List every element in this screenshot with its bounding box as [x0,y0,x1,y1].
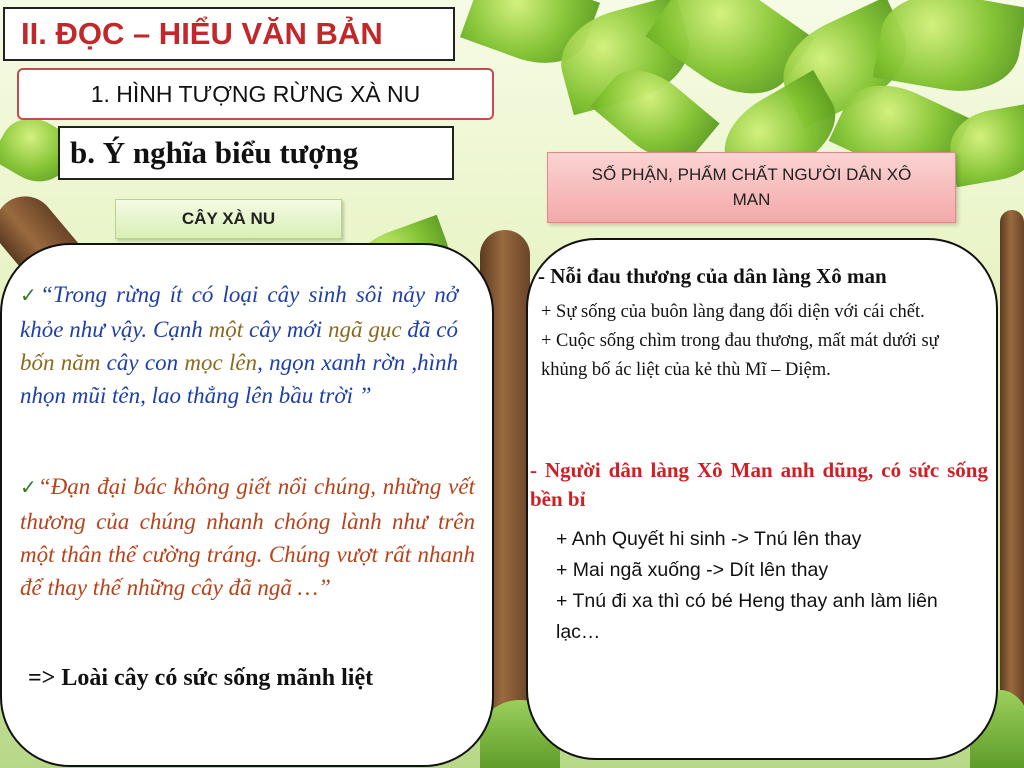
list-item: + Mai ngã xuống -> Dít lên thay [556,559,829,581]
section-title [3,7,455,61]
subheading-text: b. Ý nghĩa biểu tượng [70,135,359,170]
section-title-text: II. ĐỌC – HIỂU VĂN BẢN [21,16,383,51]
right-points-1 [541,298,981,385]
quote-1 [20,278,458,412]
left-topic-label: CÂY XÀ NU [181,209,276,228]
list-item: + Cuộc sống chìm trong đau thương, mất mát dưới sự khủng bố ác liệt của kẻ thù Mĩ – Diệm. [541,331,939,380]
right-heading-1: - Nỗi đau thương của dân làng Xô man [538,264,887,288]
quote-1-part: đã có [401,317,458,342]
list-item: + Anh Quyết hi sinh -> Tnú lên thay [556,528,862,550]
subsection-title [17,68,494,120]
quote-1-part: cây con [100,350,185,375]
conclusion-text: => Loài cây có sức sống mãnh liệt [28,665,374,691]
checkmark-icon: ✓ [20,285,41,307]
quote-1-part: “Trong rừng ít có loại cây sinh sôi nảy nở khỏe như vậy. Cạnh [20,282,458,342]
right-heading-2: - Người dân làng Xô Man anh dũng, có sức sống bền bỉ [530,458,988,511]
list-item: + Sự sống của buôn làng đang đối diện với cái chết. [541,302,925,322]
checkmark-icon: ✓ [20,477,38,499]
quote-1-highlight: ngã gục [327,317,402,342]
right-topic-tag [547,152,956,223]
quote-2 [20,470,475,604]
right-points-2 [556,524,976,648]
quote-2-text: “Đạn đại bác không giết nổi chúng, những vết thương của chúng nhanh chóng lành như trên một thân thể cường tráng. Chúng vượt rất nhanh để thay thế những cây đã ngã …” [20,474,475,600]
right-topic-label: SỐ PHẬN, PHẨM CHẤT NGƯỜI DÂN XÔ MAN [591,164,912,209]
left-topic-tag [115,199,342,239]
quote-1-part: , ngọn xanh rờn ,hình nhọn mũi tên, lao thẳng lên bầu trời ” [20,350,458,408]
quote-1-highlight: một [208,317,244,342]
subheading [58,126,454,180]
subsection-title-text: 1. HÌNH TƯỢNG RỪNG XÀ NU [90,80,421,107]
quote-1-part: cây mới [243,317,328,342]
quote-1-highlight: bốn năm [20,350,101,375]
quote-1-highlight: mọc lên [184,350,258,375]
list-item: + Tnú đi xa thì có bé Heng thay anh làm liên lạc… [556,590,938,643]
